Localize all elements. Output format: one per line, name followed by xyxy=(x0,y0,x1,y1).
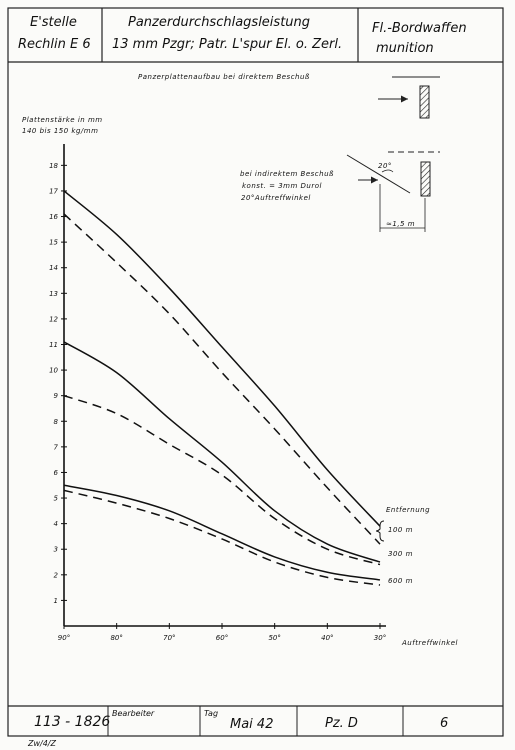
y-tick-label: 5 xyxy=(53,494,58,503)
range-label: 600 m xyxy=(388,577,413,585)
category-line-1: Fl.-Bordwaffen xyxy=(372,21,467,36)
x-tick-label: 60° xyxy=(215,634,229,642)
arrow-head-icon xyxy=(401,96,408,103)
x-tick-label: 40° xyxy=(321,634,334,642)
indirect-caption-line-1: bei indirektem Beschuß xyxy=(240,170,334,178)
x-tick-label: 50° xyxy=(268,634,281,642)
range-labels xyxy=(376,521,413,585)
direct-fire-schematic xyxy=(138,73,440,118)
penetration-chart xyxy=(22,116,458,647)
y-tick-label: 10 xyxy=(49,366,58,375)
department-label: Pz. D xyxy=(325,716,358,731)
series-line-1-solid xyxy=(64,191,380,526)
bottom-scrawl: Zw/4/Z xyxy=(28,739,56,748)
chart-series xyxy=(64,191,380,585)
x-tick-label: 90° xyxy=(57,634,71,642)
range-label: 100 m xyxy=(388,526,413,534)
y-tick-label: 16 xyxy=(49,213,58,222)
angle-arc xyxy=(382,170,393,172)
y-axis-label-line-2: 140 bis 150 kg/mm xyxy=(22,127,99,135)
legend-title: Entfernung xyxy=(386,506,431,514)
indirect-caption-line-3: 20°Auftreffwinkel xyxy=(241,194,311,202)
armor-plate-indirect xyxy=(421,162,430,196)
editor-label: Bearbeiter xyxy=(112,709,155,718)
y-tick-label: 17 xyxy=(49,187,58,196)
range-label: 300 m xyxy=(388,550,413,558)
gap-label: ≈1,5 m xyxy=(386,220,416,228)
x-axis-label: Auftreffwinkel xyxy=(402,639,458,647)
issuer-line-1: E'stelle xyxy=(30,15,77,30)
issuer-line-2: Rechlin E 6 xyxy=(18,37,91,52)
drawing-number: 113 - 1826 xyxy=(34,714,111,730)
header-block xyxy=(8,8,503,62)
y-tick-label: 6 xyxy=(53,468,58,477)
sheet-number: 6 xyxy=(440,716,449,731)
x-tick-label: 70° xyxy=(163,634,176,642)
y-axis-label-line-1: Plattenstärke in mm xyxy=(22,116,103,124)
x-tick-label: 30° xyxy=(373,634,387,642)
angle-label: 20° xyxy=(378,162,392,170)
x-tick-label: 80° xyxy=(110,634,123,642)
y-tick-label: 2 xyxy=(53,571,58,580)
title-line-2: 13 mm Pzgr; Patr. L'spur El. o. Zerl. xyxy=(112,37,343,52)
y-tick-label: 8 xyxy=(53,417,58,426)
y-tick-label: 18 xyxy=(49,161,58,170)
y-tick-label: 12 xyxy=(49,315,58,324)
day-label: Tag xyxy=(204,709,219,718)
y-tick-label: 1 xyxy=(53,596,58,605)
y-tick-label: 15 xyxy=(49,238,58,247)
indirect-fire-schematic xyxy=(240,152,440,232)
y-tick-label: 11 xyxy=(49,340,58,349)
y-tick-label: 9 xyxy=(53,392,58,401)
series-line-6-dashed xyxy=(64,490,380,585)
y-tick-label: 7 xyxy=(53,443,58,452)
y-tick-label: 14 xyxy=(49,264,58,273)
arrow-head-icon xyxy=(371,177,378,184)
indirect-caption-line-2: konst. = 3mm Durol xyxy=(242,182,322,190)
category-line-2: munition xyxy=(376,41,434,56)
series-line-3-solid xyxy=(64,342,380,562)
date-value: Mai 42 xyxy=(230,717,274,732)
footer-block xyxy=(8,706,503,748)
y-tick-label: 3 xyxy=(53,545,58,554)
y-tick-label: 13 xyxy=(49,289,58,298)
armor-plate-direct xyxy=(420,86,429,118)
series-line-5-solid xyxy=(64,485,380,580)
direct-fire-caption: Panzerplattenaufbau bei direktem Beschuß xyxy=(138,73,310,81)
title-line-1: Panzerdurchschlagsleistung xyxy=(128,15,311,30)
duralumin-sheet-line xyxy=(347,155,410,193)
chart-axes xyxy=(49,144,386,642)
y-tick-label: 4 xyxy=(53,520,58,529)
